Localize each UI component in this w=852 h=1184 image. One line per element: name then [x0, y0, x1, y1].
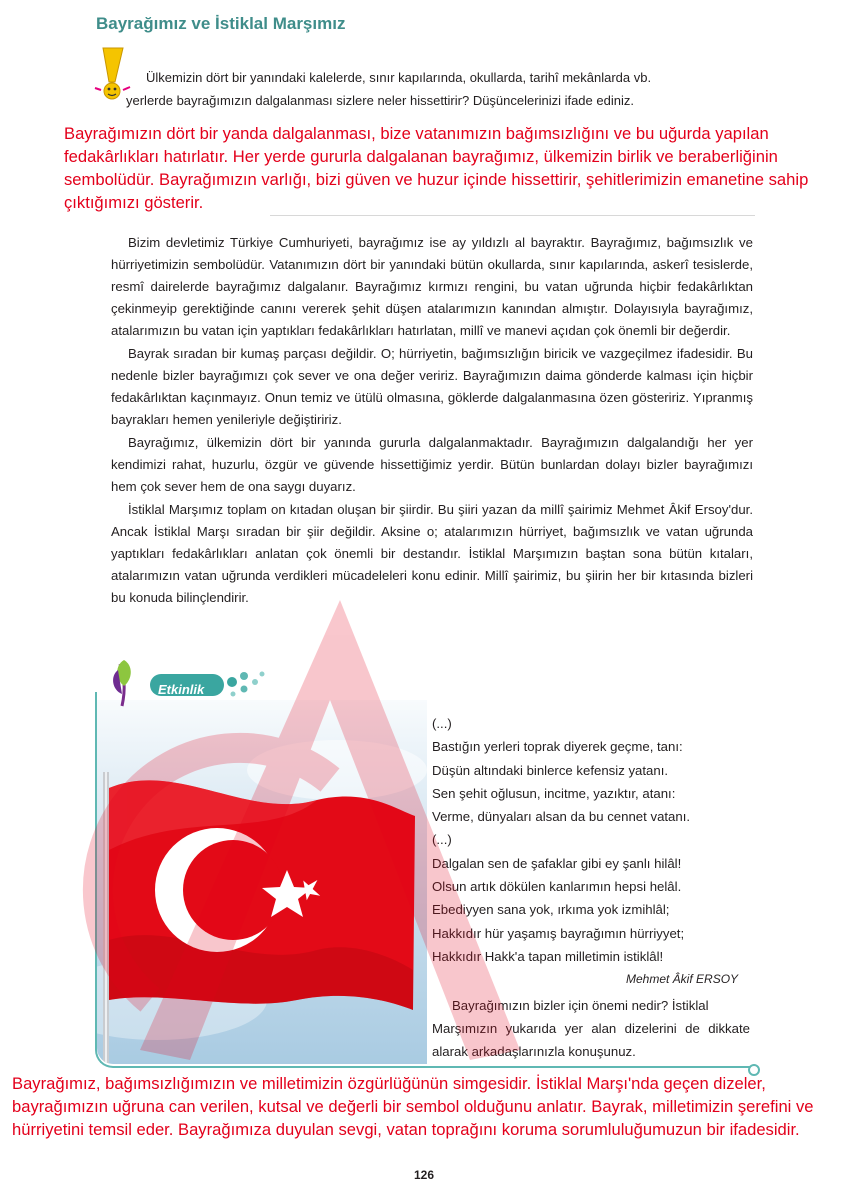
activity-question — [432, 994, 750, 1063]
poem-line: Hakkıdır Hakk'a tapan milletimin istiklâl! — [432, 948, 664, 964]
poem-author: Mehmet Âkif ERSOY — [626, 972, 739, 986]
poem-line: Verme, dünyaları alsan da bu cennet vatanı. — [432, 809, 691, 825]
poem-line: Olsun artık dökülen kanlarımın hepsi helâl. — [432, 879, 682, 895]
paragraph-3: Bayrağımız, ülkemizin dört bir yanında gururla dalgalanmaktadır. Bayrağımızın dalgalandığı her yer kendimizi rahat, huzurlu, özgür ve güvende hissettiğimiz yerdir. Bütün bunlardan dolayı bizler bayrağımızı hem çok sever hem de ona saygı duyarız. — [111, 435, 753, 494]
divider — [270, 215, 755, 216]
question-line-1: Ülkemizin dört bir yanındaki kalelerde, sınır kapılarında, okullarda, tarihî mekânlarda vb. — [146, 70, 652, 85]
paragraph-2: Bayrak sıradan bir kumaş parçası değildir. O; hürriyetin, bağımsızlığın biricik ve vazgeçilmez ifadesidir. Bu nedenle bizler bayrağımızı çok sever ve ona değer veririz. Bayrağımızın daima gönderde kalması için hiçbir fedakârlıktan kaçınmayız. Onun temiz ve ütülü olmasına, göklerde dalgalanmasına özen gösteririz. Yıpranmış bayrakları hemen yenileriyle değiştiririz. — [111, 346, 753, 427]
turkish-flag-image — [97, 700, 427, 1064]
activity-question-rest: Marşımızın yukarıda yer alan dizelerini de dikkate alarak arkadaşlarınızla konuşunuz. — [432, 1021, 750, 1059]
answer-top: Bayrağımızın dört bir yanda dalgalanması, bize vatanımızın bağımsızlığını ve bu uğurda yapılan fedakârlıkları hatırlatır. Her yerde gururla dalgalanan bayrağımız, ülkemizin birlik ve beraberliğinin sembolüdür. Bayrağımızın varlığı, bizi güven ve huzur içinde hissettirir, şehitlerimizin emanetine sahip çıktığımızı gösterir. — [64, 124, 809, 212]
flag-photo — [97, 700, 427, 1064]
body-text — [111, 232, 753, 610]
poem-line: (...) — [432, 716, 452, 731]
intro-question — [126, 66, 756, 112]
poem-line: Düşün altındaki binlerce kefensiz yatanı. — [432, 762, 669, 778]
poem — [432, 712, 752, 968]
page-title: Bayrağımız ve İstiklal Marşımız — [96, 14, 346, 33]
poem-line: (...) — [432, 832, 452, 848]
poem-line: Bastığın yerleri toprak diyerek geçme, tanı: — [432, 739, 683, 755]
activity-question-line-1: Bayrağımızın bizler için önemi nedir? İstiklal — [452, 998, 709, 1013]
poem-line: Sen şehit oğlusun, incitme, yazıktır, atanı: — [432, 785, 676, 801]
poem-line: Dalgalan sen de şafaklar gibi ey şanlı hilâl! — [432, 855, 682, 871]
paragraph-1: Bizim devletimiz Türkiye Cumhuriyeti, bayrağımız ise ay yıldızlı al bayraktır. Bayrağımız, bağımsızlık ve hürriyetimizin sembolüdür. Vatanımızın dört bir yanındaki bütün okullarda, sınır kapılarında, askerî tesislerde, resmî dairelerde bayrağımız dalgalanır. Bayrağımız kırmızı rengini, bu vatan uğrunda hiçbir fedakârlıktan çekinmeyip gerektiğinde canını vererek şehit düşen atalarımızın kanından almıştır. Dolayısıyla bayrağımız, atalarımızın bu vatan için yaptıkları fedakârlıkları hatırlatan, millî ve manevi açıdan çok önemli bir değerdir. — [111, 235, 753, 338]
poem-line: Hakkıdır hür yaşamış bayrağımın hürriyyet; — [432, 925, 685, 941]
activity-label: Etkinlik — [158, 682, 205, 697]
paragraph-4: İstiklal Marşımız toplam on kıtadan oluşan bir şiirdir. Bu şiiri yazan da millî şairimiz Mehmet Âkif Ersoy'dur. Ancak İstiklal Marşı sıradan bir şiir değildir. Aksine o; atalarımızın hürriyet, bağımsızlık ve vatan uğrunda yaptıkları fedakârlıkları anlatan çok önemli bir destandır. İstiklal Marşımızın baştan sona bütün kıtaları, atalarımızın vatan uğrunda verdikleri mücadeleleri konu edinir. Millî şairimiz, bu şiirin her bir kıtasında bizleri bu konuda bilinçlendirir. — [111, 502, 753, 605]
page-number: 126 — [414, 1168, 435, 1182]
poem-line: Ebediyyen sana yok, ırkıma yok izmihlâl; — [432, 902, 670, 918]
answer-bottom: Bayrağımız, bağımsızlığımızın ve milletimizin özgürlüğünün simgesidir. İstiklal Marşı'nda geçen dizeler, bayrağımızın uğruna can verilen, kutsal ve değerli bir sembol olduğunu anlatır. Bayrak, milletimizin şerefini ve hürriyetini temsil eder. Bayrağımıza duyulan sevgi, vatan toprağını koruma sorumluluğumuzun bir ifadesidir. — [12, 1074, 814, 1139]
question-line-2: yerlerde bayrağımızın dalgalanması sizlere neler hissettirir? Düşüncelerinizi ifade ediniz. — [126, 93, 634, 108]
